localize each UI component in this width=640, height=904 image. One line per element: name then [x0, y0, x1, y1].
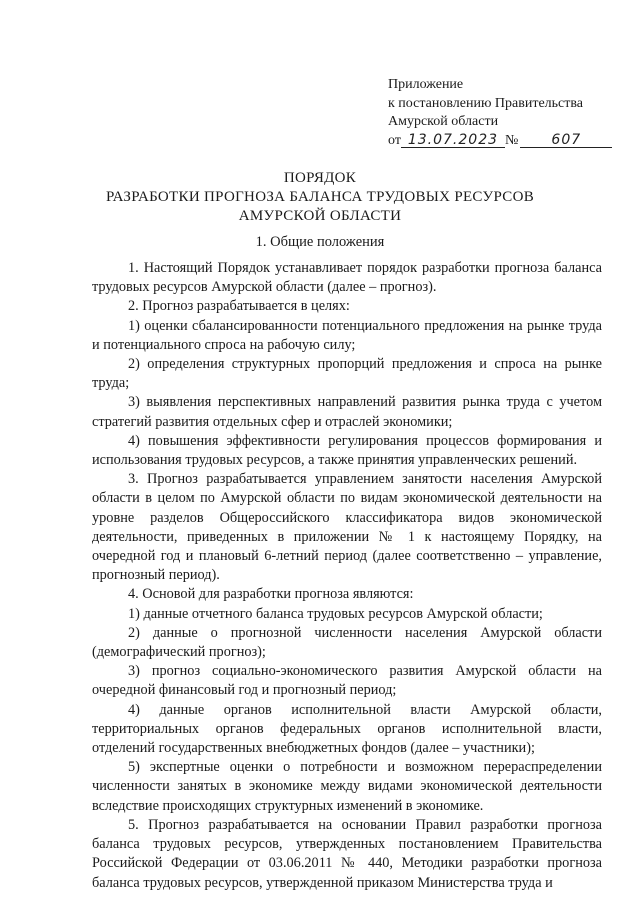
paragraph: 5. Прогноз разрабатывается на основании Правил разработки прогноза баланса трудовых ресурсов, утвержденных постановлением Правительства Российской Федерации от 03.06.2011 № 440, Методики разработки прогноза баланса трудовых ресурсов, утвержденной приказом Министерства труда и — [92, 816, 602, 891]
document-body — [92, 259, 602, 893]
appendix-line-1: Приложение — [388, 77, 464, 92]
section-heading: 1. Общие положения — [255, 234, 385, 250]
paragraph: 5) экспертные оценки о потребности и возможном перераспределении численности занятых в экономике между видами экономической деятельности вследствие происходящих структурных изменений в экономике. — [92, 759, 602, 814]
paragraph: 1) оценки сбалансированности потенциального предложения на рынке труда и потенциального спроса на рабочую силу; — [92, 317, 602, 353]
document-title-line-1: ПОРЯДОК — [283, 170, 357, 186]
appendix-date-line — [388, 132, 612, 151]
paragraph: 2) определения структурных пропорций предложения и спроса на рынке труда; — [92, 356, 602, 392]
paragraph: 2) данные о прогнозной численности населения Амурской области (демографический прогноз); — [92, 624, 602, 661]
paragraph: 1. Настоящий Порядок устанавливает порядок разработки прогноза баланса трудовых ресурсов Амурской области (далее – прогноз). — [92, 260, 602, 296]
handwritten-date: 13.07.2023 — [401, 133, 505, 148]
from-prefix: от — [388, 132, 401, 148]
paragraph: 4) повышения эффективности регулирования процессов формирования и использования трудовых ресурсов, а также принятия управленческих решений. — [92, 432, 602, 469]
document-title-line-2: РАЗРАБОТКИ ПРОГНОЗА БАЛАНСА ТРУДОВЫХ РЕСУРСОВ — [105, 189, 535, 205]
paragraph: 3) прогноз социально-экономического развития Амурской области на очередной финансовый год и прогнозный период; — [92, 663, 602, 699]
paragraph: 2. Прогноз разрабатывается в целях: — [128, 298, 350, 315]
paragraph: 3. Прогноз разрабатывается управлением занятости населения Амурской области в целом по Амурской области по видам экономической деятельности на уровне разделов Общероссийского классификатора видов экономической деятельности, приведенных в приложении № 1 к настоящему Порядку, на очередной год и плановый 6-летний период (далее соответственно – управление, прогнозный период). — [92, 471, 602, 584]
paragraph: 4. Основой для разработки прогноза являются: — [128, 586, 414, 603]
handwritten-number: 607 — [520, 133, 612, 148]
paragraph: 3) выявления перспективных направлений развития рынка труда с учетом стратегий развития отдельных сфер и отраслей экономики; — [92, 394, 602, 430]
appendix-line-2: к постановлению Правительства — [388, 95, 584, 111]
paragraph: 4) данные органов исполнительной власти Амурской области, территориальных органов федеральных органов исполнительной власти, отделений государственных внебюджетных фондов (далее – участники); — [92, 701, 602, 757]
appendix-line-3: Амурской области — [388, 114, 499, 129]
appendix-block — [388, 76, 612, 150]
number-prefix: № — [504, 132, 519, 148]
paragraph: 1) данные отчетного баланса трудовых ресурсов Амурской области; — [128, 605, 543, 622]
document-title-line-3: АМУРСКОЙ ОБЛАСТИ — [238, 208, 402, 224]
